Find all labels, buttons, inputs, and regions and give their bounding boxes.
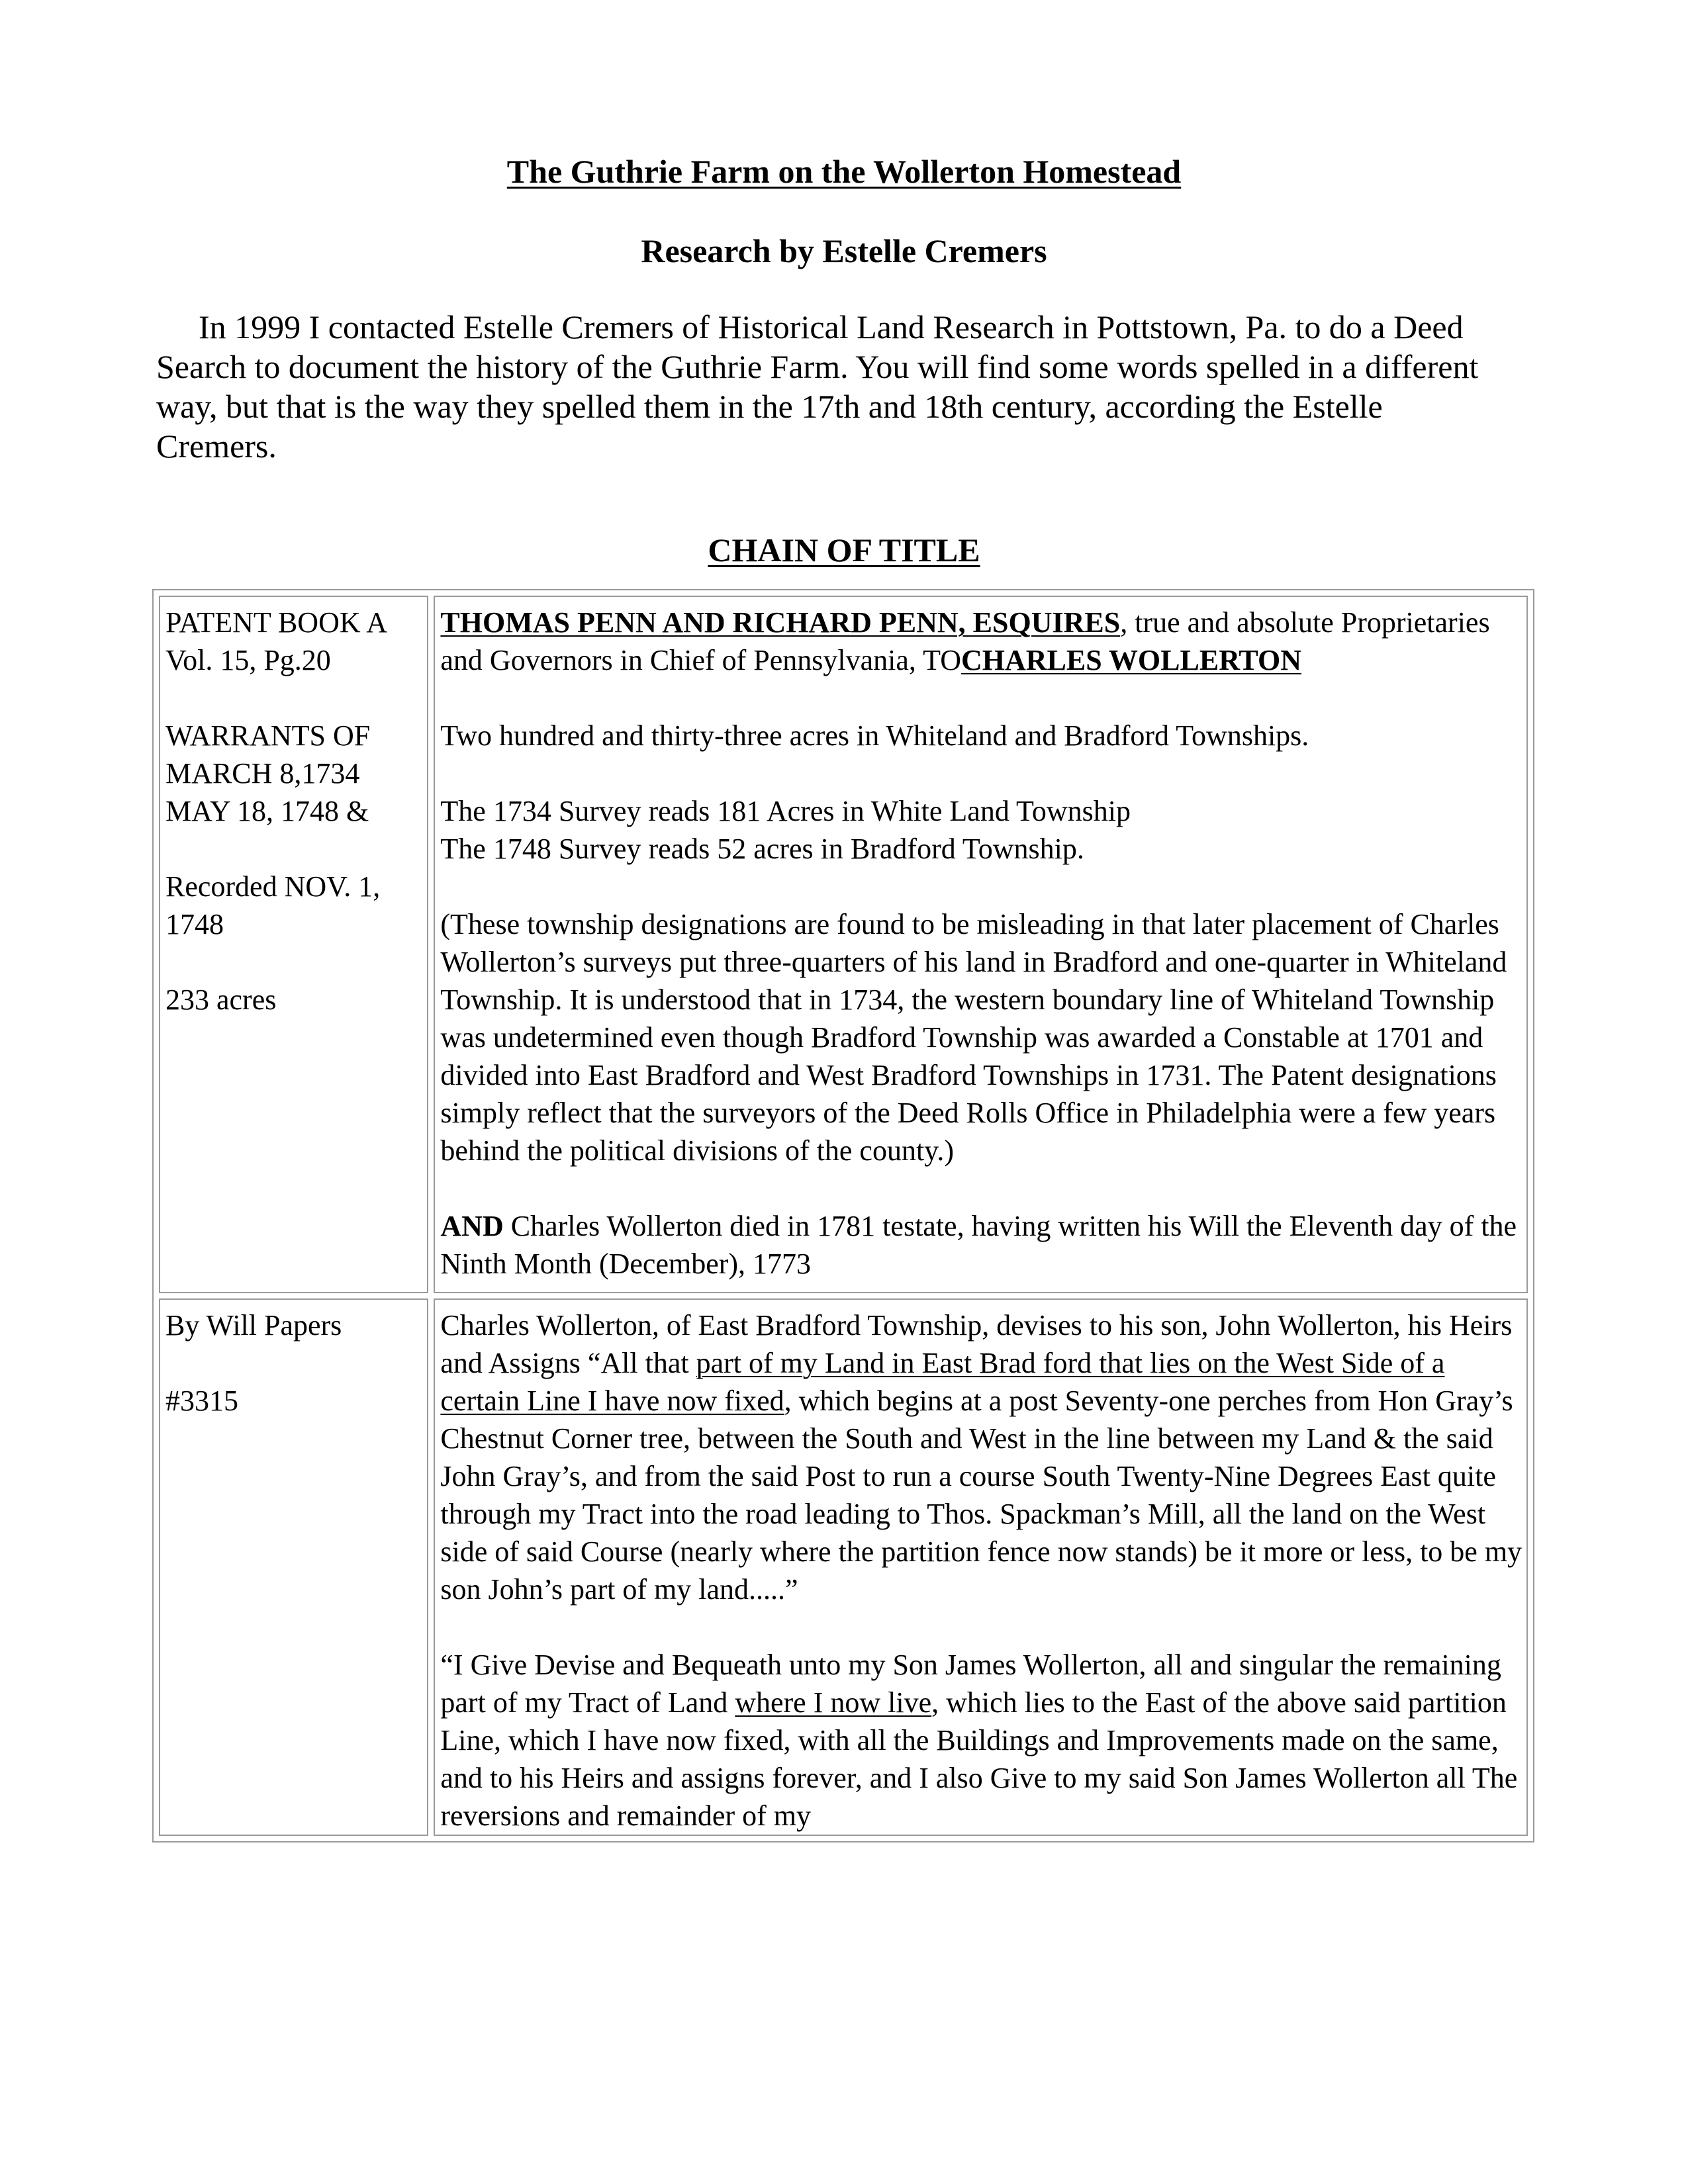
grantors-name: THOMAS PENN AND RICHARD PENN, ESQUIRES: [440, 606, 1121, 639]
patent-volume: Vol. 15, Pg.20: [165, 644, 331, 676]
chain-of-title-table: [152, 589, 1534, 1843]
will-number: #3315: [165, 1385, 238, 1417]
death-note: [440, 1207, 1523, 1283]
table-row: [159, 1298, 1528, 1836]
bequest-underlined-text: where I now live: [735, 1686, 932, 1719]
will-bequest-james: [440, 1646, 1523, 1835]
will-rest: , which begins at a post Seventy-one perches from Hon Gray’s Chestnut Corner tree, between the South and West in the line between my Land & the said John Gray’s, and from the said Post to run a course South Twenty-Nine Degrees East quite through my Tract into the road leading to Thos. Spackman’s Mill, all the land on the West side of said Course (nearly where the partition fence now stands) be it more or less, to be my son John’s part of my land.....”: [440, 1385, 1523, 1606]
warrants-date-2: MAY 18, 1748 &: [165, 795, 369, 827]
township-note: (These township designations are found to be misleading in that later placement of Charles Wollerton’s surveys put three-quarters of his land in Bradford and one-quarter in Whiteland Township. It is understood that in 1734, the western boundary line of Whiteland Township was undetermined even though Bradford Township was awarded a Constable at 1701 and divided into East Bradford and West Bradford Townships in 1731. The Patent designations simply reflect that the surveyors of the Deed Rolls Office in Philadelphia were a few years behind the political divisions of the county.): [440, 908, 1507, 1167]
table-row: [159, 596, 1528, 1293]
bequest-rest: , which lies to the East of the above said partition Line, which I have now fixed, with all the Buildings and Improvements made on the same, and to his Heirs and assigns forever, and I also Give to my said Son James Wollerton all The reversions and remainder of my: [440, 1686, 1518, 1832]
patent-line: PATENT BOOK A: [165, 606, 387, 639]
document-title: The Guthrie Farm on the Wollerton Homestead: [506, 153, 1182, 190]
record-reference-cell: [159, 596, 428, 1293]
patent-reference: [165, 604, 423, 679]
chain-of-title-heading: CHAIN OF TITLE: [708, 531, 980, 569]
intro-paragraph: [156, 307, 1507, 466]
will-source: By Will Papers: [165, 1309, 342, 1342]
record-reference-cell: [159, 1298, 428, 1836]
recorded-date: Recorded NOV. 1, 1748: [165, 870, 381, 940]
survey-1748: The 1748 Survey reads 52 acres in Bradford Township.: [440, 833, 1084, 865]
document-subtitle: Research by Estelle Cremers: [641, 232, 1047, 269]
patent-parties: [440, 604, 1523, 679]
death-text: Charles Wollerton died in 1781 testate, having written his Will the Eleventh day of the Ninth Month (December), 1773: [440, 1210, 1517, 1280]
and-label: AND: [440, 1210, 504, 1242]
record-description-cell: [434, 596, 1528, 1293]
record-description-cell: [434, 1298, 1528, 1836]
will-intro: Charles Wollerton, of East Bradford Township, devises to his son, John Wollerton, his Heirs and Assigns “All that: [440, 1309, 1513, 1379]
survey-1734: The 1734 Survey reads 181 Acres in White Land Township: [440, 795, 1131, 827]
warrants-date-1: MARCH 8,1734: [165, 757, 360, 790]
warrants-reference: [165, 717, 423, 830]
acreage-total: 233 acres: [165, 983, 277, 1016]
grantee-name: CHARLES WOLLERTON: [961, 644, 1301, 676]
survey-readings: [440, 792, 1523, 868]
bequest-intro: “I Give Devise and Bequeath unto my Son James Wollerton, all and singular the remaining part of my Tract of Land: [440, 1649, 1501, 1719]
will-devise-john: [440, 1306, 1523, 1608]
warrants-line: WARRANTS OF: [165, 719, 371, 752]
will-underlined-text: part of my Land in East Brad ford that lies on the West Side of a certain Line I have now fixed: [440, 1347, 1445, 1417]
intro-text: In 1999 I contacted Estelle Cremers of Historical Land Research in Pottstown, Pa. to do a Deed Search to document the history of the Guthrie Farm. You will find some words spelled in a different way, but that is the way they spelled them in the 17th and 18th century, according the Estelle Cremers.: [156, 308, 1479, 465]
grantors-description: , true and absolute Proprietaries and Governors in Chief of Pennsylvania, TO: [440, 606, 1490, 676]
acreage-description: Two hundred and thirty-three acres in Whiteland and Bradford Townships.: [440, 719, 1309, 752]
